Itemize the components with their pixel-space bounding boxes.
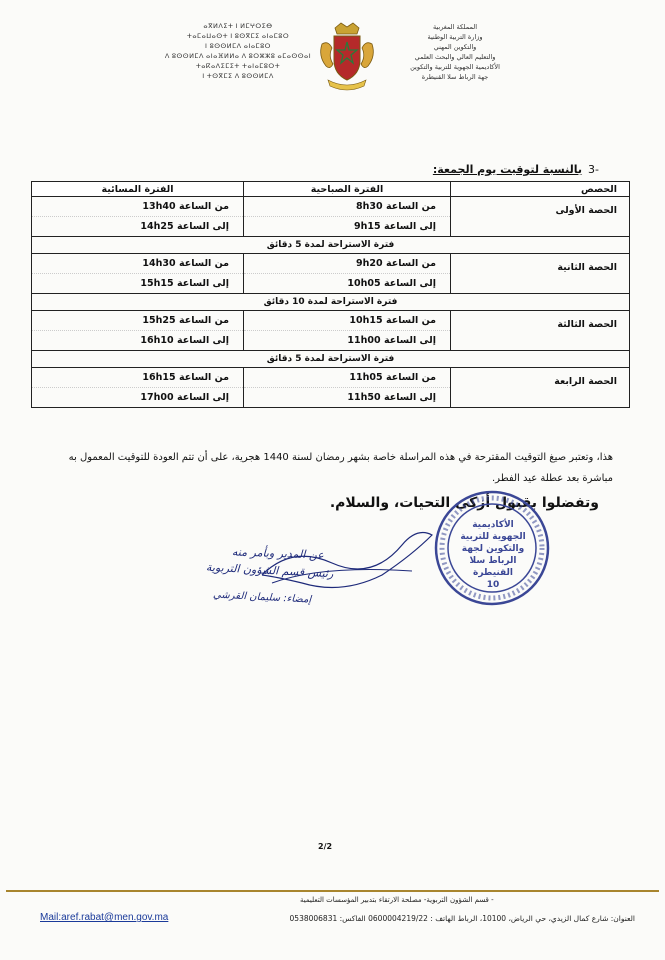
to-label: إلى الساعة (383, 392, 436, 403)
from-label: من الساعة (178, 201, 229, 212)
letterhead-arabic (395, 22, 515, 82)
evening-to: 16h10 (140, 335, 174, 346)
letterhead-left-line: ⴷ ⵓⵙⵙⵍⵎⴷ ⴰⵏⴰⴼⵍⵍⴰ ⴷ ⵓⵔⵣⵣⵓ ⴰⵎⴰⵙⵙⴰⵏ (164, 53, 312, 60)
morning-from: 10h15 (349, 315, 383, 326)
evening-from: 15h25 (142, 315, 176, 326)
signature-title: رئيس قسم الشؤون التربوية (205, 560, 334, 581)
section-number: -3 (588, 163, 599, 176)
from-label: من الساعة (385, 372, 436, 383)
from-label: من الساعة (385, 315, 436, 326)
evening-to: 14h25 (140, 221, 174, 232)
footer-divider (6, 890, 659, 892)
session-name: الحصة الثالثة (451, 311, 630, 351)
morning-to: 10h05 (347, 278, 381, 289)
break-label: فترة الاستراحة لمدة 10 دقائق (32, 294, 630, 311)
evening-from: 13h40 (142, 201, 176, 212)
from-label: من الساعة (385, 258, 436, 269)
break-label: فترة الاستراحة لمدة 5 دقائق (32, 351, 630, 368)
to-label: إلى الساعة (383, 335, 436, 346)
stamp-line: والتكوين لجهة (461, 544, 525, 554)
letterhead-left-line: ⵏ ⵜⵙⴳⵎⵉ ⴷ ⵓⵙⵙⵍⵎⴷ (202, 73, 274, 80)
evening-to: 15h15 (140, 278, 174, 289)
session-name: الحصة الثانية (451, 254, 630, 294)
page-number: 2/2 (318, 842, 333, 851)
letterhead-left-line: ⵏ ⵓⵙⵙⵍⵎⴷ ⴰⵏⴰⵎⵓⵔ (205, 43, 271, 50)
morning-from: 8h30 (356, 201, 383, 212)
session-name: الحصة الرابعة (451, 368, 630, 408)
letterhead-tifinagh (158, 22, 318, 82)
to-label: إلى الساعة (383, 221, 436, 232)
morning-to: 9h15 (354, 221, 381, 232)
from-label: من الساعة (178, 372, 229, 383)
evening-to: 17h00 (140, 392, 174, 403)
stamp-line: الجهوية للتربية (460, 532, 526, 542)
header-morning: الفترة الصباحية (244, 182, 451, 197)
letterhead-right-line: والتكوين المهني (433, 43, 477, 51)
morning-times (244, 254, 451, 294)
evening-from: 16h15 (142, 372, 176, 383)
morning-from: 9h20 (356, 258, 383, 269)
letterhead-right-line: المملكة المغربية (432, 23, 478, 31)
table-row (32, 311, 630, 351)
closing-note: هذا، وتعتبر صيغ التوقيت المقترحة في هذه المراسلة خاصة بشهر رمضان لسنة 1440 هجرية، على أن تتم العودة للتوقيت المعمول به مباشرة بعد عطلة عيد الفطر. (68, 452, 613, 484)
friday-schedule-table (31, 181, 630, 408)
evening-times (32, 368, 244, 408)
morning-from: 11h05 (349, 372, 383, 383)
signature-line: عن المدير وبأمر منه (231, 545, 325, 562)
to-label: إلى الساعة (176, 278, 229, 289)
header-evening: الفترة المسائية (32, 182, 244, 197)
morning-times (244, 311, 451, 351)
letterhead-left-line: ⵜⴰⴽⴰⴷⵉⵎⵉⵜ ⵜⴰⵏⴰⵎⵓⵔⵜ (195, 63, 281, 70)
letterhead-right-line: الأكاديمية الجهوية للتربية والتكوين (410, 63, 500, 71)
break-row (32, 237, 630, 254)
morning-to: 11h50 (347, 392, 381, 403)
letterhead-right-line: وزارة التربية الوطنية (427, 33, 483, 41)
from-label: من الساعة (178, 315, 229, 326)
footer-department: - قسم الشؤون التربوية- مصلحة الارتقاء بتدبير المؤسسات التعليمية (300, 896, 494, 904)
section-title: بالنسبة لتوقيت يوم الجمعة: (432, 163, 583, 176)
to-label: إلى الساعة (383, 278, 436, 289)
salutation: وتفضلوا بقبول أزكى التحيات، والسلام. (329, 495, 599, 511)
header-sessions: الحصص (451, 182, 630, 197)
letterhead-right-line: جهة الرباط سلا القنيطرة (421, 73, 489, 81)
to-label: إلى الساعة (176, 335, 229, 346)
break-label: فترة الاستراحة لمدة 5 دقائق (32, 237, 630, 254)
stamp-number: 10 (486, 580, 500, 590)
signature-name: إمضاء: سليمان القرشي (212, 589, 312, 606)
from-label: من الساعة (385, 201, 436, 212)
letterhead-left-line: ⴰⴳⵍⴷⵉⵜ ⵏ ⵍⵎⵖⵔⵉⴱ (203, 23, 273, 30)
table-header-row (32, 182, 630, 197)
table-row (32, 368, 630, 408)
morning-times (244, 368, 451, 408)
from-label: من الساعة (178, 258, 229, 269)
morning-times (244, 197, 451, 237)
stamp-line: الأكاديمية (472, 520, 514, 530)
letterhead-left-line: ⵜⴰⵎⴰⵡⴰⵙⵜ ⵏ ⵓⵙⴳⵎⵉ ⴰⵏⴰⵎⵓⵔ (186, 33, 290, 40)
stamp-line: القنيطرة (473, 568, 513, 578)
table-row (32, 197, 630, 237)
evening-times (32, 197, 244, 237)
letterhead-right-line: والتعليم العالي والبحث العلمي (414, 53, 496, 61)
evening-times (32, 311, 244, 351)
session-name: الحصة الأولى (451, 197, 630, 237)
evening-times (32, 254, 244, 294)
to-label: إلى الساعة (176, 392, 229, 403)
table-row (32, 254, 630, 294)
coat-of-arms-icon (312, 20, 382, 92)
break-row (32, 294, 630, 311)
evening-from: 14h30 (142, 258, 176, 269)
break-row (32, 351, 630, 368)
morning-to: 11h00 (347, 335, 381, 346)
footer-email-link[interactable]: Mail:aref.rabat@men.gov.ma (40, 912, 169, 923)
stamp-line: الرباط سلا (469, 556, 517, 566)
footer-address: العنوان: شارع كمال الزيدي، حي الرياض، 10100، الرباط الهاتف : 0600004219/22 الفاكس: 0538006831 (289, 914, 635, 923)
section-heading (433, 163, 599, 176)
to-label: إلى الساعة (176, 221, 229, 232)
